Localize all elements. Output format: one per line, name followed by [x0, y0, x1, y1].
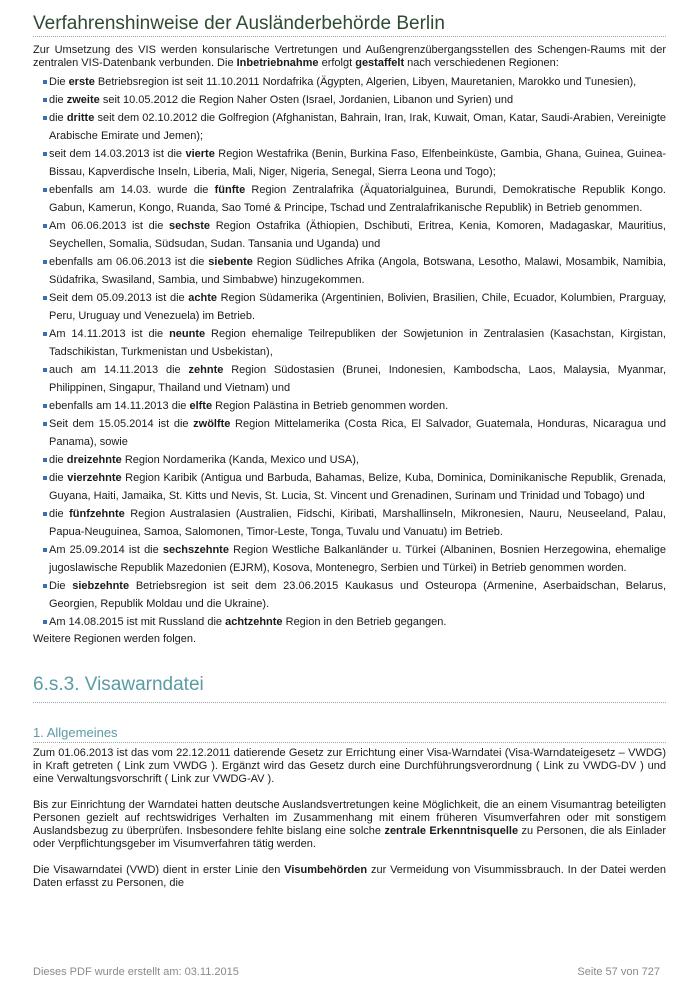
region-list-item — [33, 253, 666, 289]
text-run: Am 14.08.2015 ist mit Russland die — [49, 616, 226, 628]
bold-text: achtzehnte — [225, 616, 283, 628]
text-run: Region Karibik (Antigua und Barbuda, Bahamas, Belize, Kuba, Dominica, Dominikanische Republik, Grenada, Guyana, Haiti, Jamaika, St. Kitts und Nevis, St. Lucia, St. Vincent und Grenadinen, Surinam und Trinidad und Tobago) und — [49, 472, 666, 502]
text-run: die — [49, 112, 67, 124]
bullet-icon — [43, 188, 47, 192]
text-run: Betriebsregion ist seit dem 23.06.2015 Kaukasus und Osteuropa (Armenine, Aserbaidschan, Belarus, Georgien, Republik Moldau und die Ukraine). — [49, 580, 666, 610]
bold-text: fünfte — [214, 184, 246, 196]
paragraph-vwdg — [33, 747, 666, 786]
bold-text: achte — [188, 292, 218, 304]
bold-text: fünfzehnte — [69, 508, 125, 520]
text-run: Region Zentralafrika (Äquatorialguinea, Burundi, Demokratische Republik Kongo. Gabun, Kamerun, Kongo, Ruanda, Sao Tomé & Principe, Tschad und Zentralafrikanische Republik) in Betrieb genommen. — [49, 184, 666, 214]
bold-text: Visumbehörden — [284, 864, 368, 876]
region-list-item — [33, 91, 666, 109]
followup-note: Weitere Regionen werden folgen. — [33, 633, 197, 645]
text-run: zur Vermeidung von Visummissbrauch. In der Datei werden Daten erfasst zu Personen, die — [33, 864, 666, 889]
bullet-icon — [43, 422, 47, 426]
bullet-icon — [43, 98, 47, 102]
bullet-icon — [43, 620, 47, 624]
text-run: Die Visawarndatei (VWD) dient in erster Linie den — [33, 864, 285, 876]
bullet-icon — [43, 512, 47, 516]
section-title: 6.s.3. Visawarndatei — [33, 674, 204, 695]
region-list-item — [33, 73, 666, 91]
bold-text: sechste — [169, 220, 210, 232]
text-run: ebenfalls am 14.03. wurde die — [49, 184, 215, 196]
text-run: seit dem 14.03.2013 ist die — [49, 148, 186, 160]
text-run: Bis zur Einrichtung der Warndatei hatten deutsche Auslandsvertretungen keine Möglichkeit, die an einem Visumantrag beteiligten Personen gezielt auf rechtswidriges Verhalten im Zusammenhang mit einem früheren Visumverfahren oder mit sonstigem Auslandsbezug zu überprüfen. Insbesondere fehlte bislang eine solche — [33, 799, 666, 837]
text-run: die — [49, 472, 68, 484]
text-run: Region Palästina in Betrieb genommen worden. — [212, 400, 449, 412]
text-run: Seit dem 15.05.2014 ist die — [49, 418, 194, 430]
paragraph-background — [33, 799, 666, 851]
bold-text: siebente — [208, 256, 253, 268]
text-run: Region Westliche Balkanländer u. Türkei (Albaninen, Bosnien Herzegowina, ehemalige jugoslawische Republik Mazedonien (EJRM), Kosova, Montenegro, Serbien und Türkei) in Betrieb genommen worden. — [49, 544, 666, 574]
text-run: Die — [49, 580, 73, 592]
bold-text: dreizehnte — [66, 454, 122, 466]
text-run: erfolgt — [318, 57, 356, 69]
text-run: Am 14.11.2013 ist die — [49, 328, 170, 340]
bold-text: sechszehnte — [162, 544, 229, 556]
region-list-item — [33, 613, 666, 631]
section-divider — [33, 702, 666, 703]
text-run: Region Nordamerika (Kanda, Mexico und USA), — [121, 454, 359, 466]
bullet-icon — [43, 368, 47, 372]
bullet-icon — [43, 152, 47, 156]
bullet-icon — [43, 260, 47, 264]
text-run: Zur Umsetzung des VIS werden konsularische Vertretungen und Außengrenzübergangsstellen des Schengen-Raums mit der zentralen VIS-Datenbank verbunden. Die — [33, 44, 666, 69]
bullet-icon — [43, 476, 47, 480]
title-divider — [33, 36, 666, 37]
bold-text: gestaffelt — [355, 57, 405, 69]
text-run: Am 25.09.2014 ist die — [49, 544, 163, 556]
text-run: Am 06.06.2013 ist die — [49, 220, 170, 232]
bold-text: Inbetriebnahme — [236, 57, 319, 69]
text-run: Betriebsregion ist seit 11.10.2011 Nordafrika (Ägypten, Algerien, Libyen, Mauretanien, Marokko und Tunesien), — [94, 76, 637, 88]
region-list-item — [33, 541, 666, 577]
text-run: die — [49, 454, 67, 466]
bullet-icon — [43, 584, 47, 588]
region-list-item — [33, 361, 666, 397]
page-footer — [33, 966, 660, 978]
region-list-item — [33, 289, 666, 325]
bullet-icon — [43, 296, 47, 300]
text-run: nach verschiedenen Regionen: — [404, 57, 559, 69]
region-list-item — [33, 325, 666, 361]
bullet-icon — [43, 548, 47, 552]
region-list-item — [33, 145, 666, 181]
bold-text: zentrale Erkenntnisquelle — [384, 825, 519, 837]
text-run: Region ehemalige Teilrepubliken der Sowjetunion in Zentralasien (Kasachstan, Kirgistan, Tadschikistan, Turkmenistan und Usbekistan), — [49, 328, 666, 358]
text-run: Die — [49, 76, 69, 88]
footer-created-date: Dieses PDF wurde erstellt am: 03.11.2015 — [33, 966, 239, 978]
bold-text: neunte — [169, 328, 206, 340]
intro-paragraph — [33, 44, 666, 70]
document-page — [33, 0, 666, 890]
bold-text: erste — [68, 76, 95, 88]
subsection-divider — [33, 742, 666, 743]
text-run: Region Westafrika (Benin, Burkina Faso, Elfenbeinküste, Gambia, Ghana, Guinea, Guinea-Bissau, Kapverdische Inseln, Liberia, Mali, Niger, Nigeria, Senegal, Sierra Leona und Togo); — [49, 148, 667, 178]
text-run: seit 10.05.2012 die Region Naher Osten (Israel, Jordanien, Libanon und Syrien) und — [99, 94, 514, 106]
bold-text: vierzehnte — [67, 472, 122, 484]
document-title: Verfahrenshinweise der Ausländerbehörde Berlin — [33, 13, 445, 34]
text-run: Zum 01.06.2013 ist das vom 22.12.2011 datierende Gesetz zur Errichtung einer Visa-Warndatei (Visa-Warndateigesetz – VWDG) in Kraft getreten ( Link zum VWDG ). Ergänzt wird das Gesetz durch eine Durchführungsverordnung ( Link zu VWDG-DV ) und eine Verwaltungsvorschrift ( Link zur VWDG-AV ). — [33, 747, 666, 785]
region-list-item — [33, 505, 666, 541]
bold-text: zehnte — [188, 364, 224, 376]
region-list-item — [33, 181, 666, 217]
footer-page-number: Seite 57 von 727 — [577, 966, 660, 978]
text-run: die — [49, 508, 70, 520]
text-run: Seit dem 05.09.2013 ist die — [49, 292, 189, 304]
bold-text: dritte — [66, 112, 95, 124]
paragraph-purpose — [33, 864, 666, 890]
bullet-icon — [43, 116, 47, 120]
text-run: ebenfalls am 06.06.2013 ist die — [49, 256, 209, 268]
region-list — [33, 73, 666, 631]
bullet-icon — [43, 404, 47, 408]
region-list-item — [33, 415, 666, 451]
region-list-item — [33, 577, 666, 613]
region-list-item — [33, 217, 666, 253]
text-run: ebenfalls am 14.11.2013 die — [49, 400, 190, 412]
bold-text: vierte — [185, 148, 215, 160]
bold-text: elfte — [189, 400, 213, 412]
bullet-icon — [43, 332, 47, 336]
text-run: zu Personen, die als Einlader oder Verpflichtungsgeber im Visumverfahren tätig werden. — [33, 825, 666, 850]
bold-text: siebzehnte — [72, 580, 130, 592]
text-run: Region in den Betrieb gegangen. — [282, 616, 447, 628]
text-run: Region Mittelamerika (Costa Rica, El Salvador, Guatemala, Honduras, Nicaragua und Panama), sowie — [49, 418, 666, 448]
text-run: die — [49, 94, 67, 106]
text-run: Region Südamerika (Argentinien, Bolivien, Brasilien, Chile, Ecuador, Kolumbien, Prarguay, Peru, Uruguay und Venezuela) im Betrieb. — [49, 292, 666, 322]
bold-text: zweite — [66, 94, 100, 106]
text-run: Region Südostasien (Brunei, Indonesien, Kambodscha, Laos, Malaysia, Myanmar, Philippinen, Singapur, Thailand und Vietnam) und — [49, 364, 666, 394]
region-list-item — [33, 469, 666, 505]
region-list-item — [33, 109, 666, 145]
text-run: Region Ostafrika (Äthiopien, Dschibuti, Eritrea, Kenia, Komoren, Madagaskar, Mauritius, Seychellen, Somalia, Südsudan, Sudan. Tansania und Uganda) und — [49, 220, 666, 250]
text-run: Region Südliches Afrika (Angola, Botswana, Lesotho, Malawi, Mosambik, Namibia, Südafrika, Swasiland, Sambia, und Simbabwe) hinzugekommen. — [49, 256, 666, 286]
text-run: auch am 14.11.2013 die — [49, 364, 189, 376]
subsection-title: 1. Allgemeines — [33, 725, 118, 740]
bold-text: zwölfte — [193, 418, 231, 430]
bullet-icon — [43, 224, 47, 228]
region-list-item — [33, 397, 666, 415]
bullet-icon — [43, 80, 47, 84]
text-run: seit dem 02.10.2012 die Golfregion (Afghanistan, Bahrain, Iran, Irak, Kuwait, Oman, Katar, Saudi-Arabien, Vereinigte Arabische Emirate und Jemen); — [49, 112, 666, 142]
text-run: Region Australasien (Australien, Fidschi, Kiribati, Marshallinseln, Mikronesien, Nauru, Neuseeland, Palau, Papua-Neuguinea, Samoa, Salomonen, Timor-Leste, Tonga, Tuvalu und Vanuatu) im Betrieb. — [49, 508, 666, 538]
region-list-item — [33, 451, 666, 469]
bullet-icon — [43, 458, 47, 462]
